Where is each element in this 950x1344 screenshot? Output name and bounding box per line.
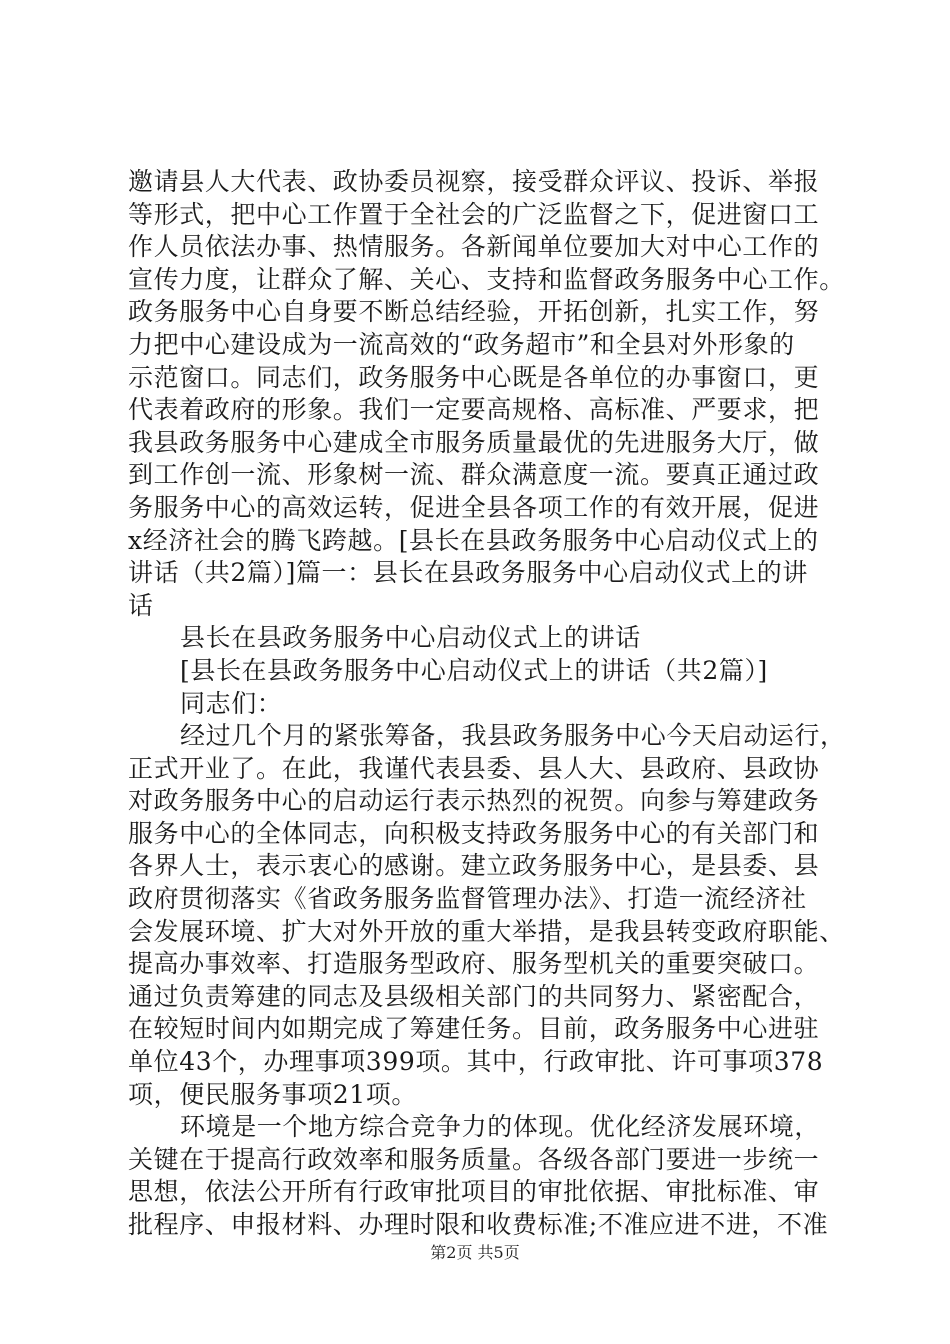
text-line: 宣传力度，让群众了解、关心、支持和监督政务服务中心工作。 bbox=[128, 264, 845, 294]
text-line: 通过负责筹建的同志及县级相关部门的共同努力、紧密配合， bbox=[128, 981, 820, 1011]
text-line: 到工作创一流、形象树一流、群众满意度一流。要真正通过政 bbox=[128, 460, 820, 490]
text-line: 邀请县人大代表、政协委员视察，接受群众评议、投诉、举报 bbox=[128, 167, 820, 196]
page-footer: 第2页 共5页 bbox=[430, 1243, 520, 1262]
text-line: 环境是一个地方综合竞争力的体现。优化经济发展环境， bbox=[180, 1112, 821, 1142]
text-line: 代表着政府的形象。我们一定要高规格、高标准、严要求，把 bbox=[128, 395, 820, 425]
text-line: 经过几个月的紧张筹备，我县政务服务中心今天启动运行， bbox=[180, 721, 846, 751]
text-line: 服务中心的全体同志，向积极支持政务服务中心的有关部门和 bbox=[128, 818, 820, 848]
text-line: x经济社会的腾飞跨越。[县长在县政务服务中心启动仪式上的 bbox=[128, 525, 819, 555]
text-line: 政务服务中心自身要不断总结经验，开拓创新，扎实工作，努 bbox=[128, 297, 820, 327]
text-line: 会发展环境、扩大对外开放的重大举措，是我县转变政府职能、 bbox=[128, 916, 845, 946]
text-line: 政府贯彻落实《省政务服务监督管理办法》、打造一流经济社 bbox=[128, 884, 807, 914]
text-line: 在较短时间内如期完成了筹建任务。目前，政务服务中心进驻 bbox=[128, 1014, 820, 1044]
text-line: 话 bbox=[128, 590, 154, 620]
text-line: 等形式，把中心工作置于全社会的广泛监督之下，促进窗口工 bbox=[128, 199, 820, 229]
text-line: 单位43个，办理事项399项。其中，行政审批、许可事项378 bbox=[128, 1047, 824, 1077]
text-line: 项，便民服务事项21项。 bbox=[128, 1079, 418, 1109]
text-line: [县长在县政务服务中心启动仪式上的讲话（共2篇）] bbox=[180, 655, 768, 685]
text-line: 同志们： bbox=[180, 688, 283, 718]
text-line: 县长在县政务服务中心启动仪式上的讲话 bbox=[180, 623, 641, 653]
text-line: 思想，依法公开所有行政审批项目的审批依据、审批标准、审 bbox=[128, 1177, 820, 1207]
text-line: 示范窗口。同志们，政务服务中心既是各单位的办事窗口，更 bbox=[128, 362, 820, 392]
text-line: 作人员依法办事、热情服务。各新闻单位要加大对中心工作的 bbox=[128, 232, 820, 262]
document-body bbox=[128, 166, 846, 1242]
text-line: 提高办事效率、打造服务型政府、服务型机关的重要突破口。 bbox=[128, 949, 820, 979]
text-line: 关键在于提高行政效率和服务质量。各级各部门要进一步统一 bbox=[128, 1144, 820, 1174]
text-line: 正式开业了。在此，我谨代表县委、县人大、县政府、县政协 bbox=[128, 753, 820, 783]
text-line: 力把中心建设成为一流高效的“政务超市”和全县对外形象的 bbox=[128, 329, 795, 359]
text-line: 务服务中心的高效运转，促进全县各项工作的有效开展，促进 bbox=[128, 492, 820, 522]
text-line: 我县政务服务中心建成全市服务质量最优的先进服务大厅，做 bbox=[128, 427, 820, 457]
text-line: 对政务服务中心的启动运行表示热烈的祝贺。向参与筹建政务 bbox=[128, 786, 820, 816]
text-line: 批程序、申报材料、办理时限和收费标准;不准应进不进，不准 bbox=[128, 1210, 829, 1239]
text-line: 各界人士，表示衷心的感谢。建立政务服务中心，是县委、县 bbox=[128, 851, 820, 881]
text-line: 讲话（共2篇）]篇一：县长在县政务服务中心启动仪式上的讲 bbox=[128, 558, 808, 588]
